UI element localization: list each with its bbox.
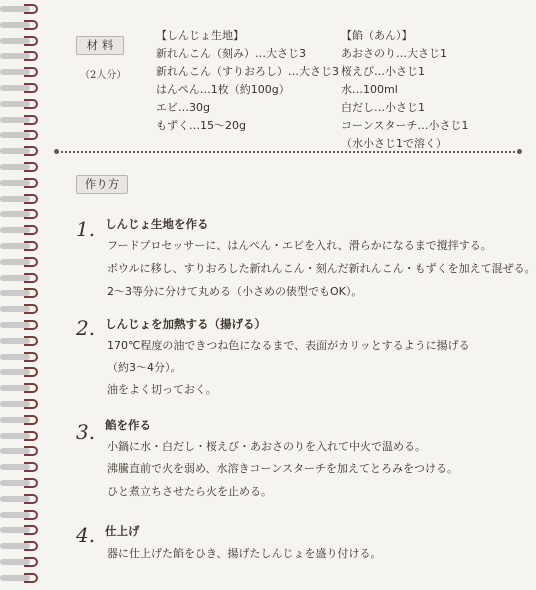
binding-ring [0, 336, 44, 346]
ingredient-line: 桜えび…小さじ1 [341, 65, 425, 78]
binding-ring [0, 478, 44, 488]
step-text: 器に仕上げた餡をひき、揚げたしんじょを盛り付ける。 [107, 547, 382, 560]
binding-ring [0, 415, 44, 425]
binding-ring [0, 241, 44, 251]
binding-ring [0, 99, 44, 109]
binding-ring [0, 383, 44, 393]
step-text: （約3〜4分）。 [107, 361, 182, 374]
binding-ring [0, 162, 44, 172]
step-title: しんじょ生地を作る [105, 217, 209, 231]
binding-ring [0, 557, 44, 567]
ingredient-line: 新れんこん（すりおろし）…大さじ3 [156, 65, 339, 78]
binding-ring [0, 494, 44, 504]
step-text: ボウルに移し、すりおろした新れんこん・刻んだ新れんこん・もずくを加えて混ぜる。 [107, 262, 536, 275]
binding-ring [0, 209, 44, 219]
binding-ring [0, 399, 44, 409]
ingredient-line: 【しんじょ生地】 [156, 29, 244, 42]
binding-ring [0, 130, 44, 140]
binding-ring [0, 352, 44, 362]
binding-ring [0, 67, 44, 77]
step-number: 1. [76, 217, 96, 241]
ingredients-dough-list [156, 27, 339, 135]
binding-ring [0, 510, 44, 520]
ingredients-sauce-list [341, 27, 468, 153]
ingredient-line: 白だし…小さじ1 [341, 101, 425, 114]
binding-ring [0, 4, 44, 14]
step-number: 4. [76, 523, 96, 547]
binding-ring [0, 320, 44, 330]
binding-ring [0, 304, 44, 314]
binding-ring [0, 51, 44, 61]
ingredient-line: （水小さじ1で溶く） [341, 137, 447, 150]
binding-ring [0, 36, 44, 46]
binding-ring [0, 178, 44, 188]
step-text: 170℃程度の油できつね色になるまで、表面がカリッとするように揚げる [107, 339, 470, 352]
ingredient-line: コーンスターチ…小さじ1 [341, 119, 469, 132]
ingredient-line: 【餡（あん）】 [341, 29, 413, 42]
step-text: ひと煮立ちさせたら火を止める。 [107, 485, 272, 498]
ingredient-line: もずく…15〜20g [156, 119, 246, 132]
binding-ring [0, 367, 44, 377]
step-text: 沸騰直前で火を弱め、水溶きコーンスターチを加えてとろみをつける。 [107, 462, 459, 475]
binding-ring [0, 20, 44, 30]
step-text: 小鍋に水・白だし・桜えび・あおさのりを入れて中火で温める。 [107, 440, 426, 453]
step-title: 仕上げ [105, 524, 140, 538]
binding-ring [0, 257, 44, 267]
binding-ring [0, 525, 44, 535]
ingredient-line: はんぺん…1枚（約100g） [156, 83, 290, 96]
ingredients-label: 材 料 [76, 36, 124, 55]
binding-ring [0, 83, 44, 93]
step-text: 油をよく切っておく。 [107, 383, 217, 396]
binding-ring [0, 194, 44, 204]
section-divider [57, 151, 519, 153]
step-title: 餡を作る [105, 418, 151, 432]
binding-ring [0, 431, 44, 441]
ingredient-line: エビ…30g [156, 101, 210, 114]
ingredient-line: 新れんこん（刻み）…大さじ3 [156, 47, 306, 60]
ingredient-line: 水…100ml [341, 83, 398, 96]
binding-ring [0, 541, 44, 551]
binding-ring [0, 462, 44, 472]
step-number: 2. [76, 316, 96, 340]
step-text: フードプロセッサーに、はんぺん・エビを入れ、滑らかになるまで撹拌する。 [107, 239, 492, 252]
binding-ring [0, 573, 44, 583]
binding-ring [0, 146, 44, 156]
binding-ring [0, 288, 44, 298]
servings-note: （2人分） [80, 70, 127, 81]
binding-ring [0, 115, 44, 125]
spiral-binding [0, 0, 48, 590]
step-number: 3. [76, 420, 96, 444]
divider-dot-right [517, 149, 522, 154]
ingredient-line: あおさのり…大さじ1 [341, 47, 447, 60]
method-label: 作り方 [76, 175, 128, 194]
binding-ring [0, 273, 44, 283]
step-text: 2〜3等分に分けて丸める（小さめの俵型でもOK）。 [107, 285, 363, 298]
step-title: しんじょを加熱する（揚げる） [105, 317, 266, 331]
binding-ring [0, 446, 44, 456]
binding-ring [0, 225, 44, 235]
